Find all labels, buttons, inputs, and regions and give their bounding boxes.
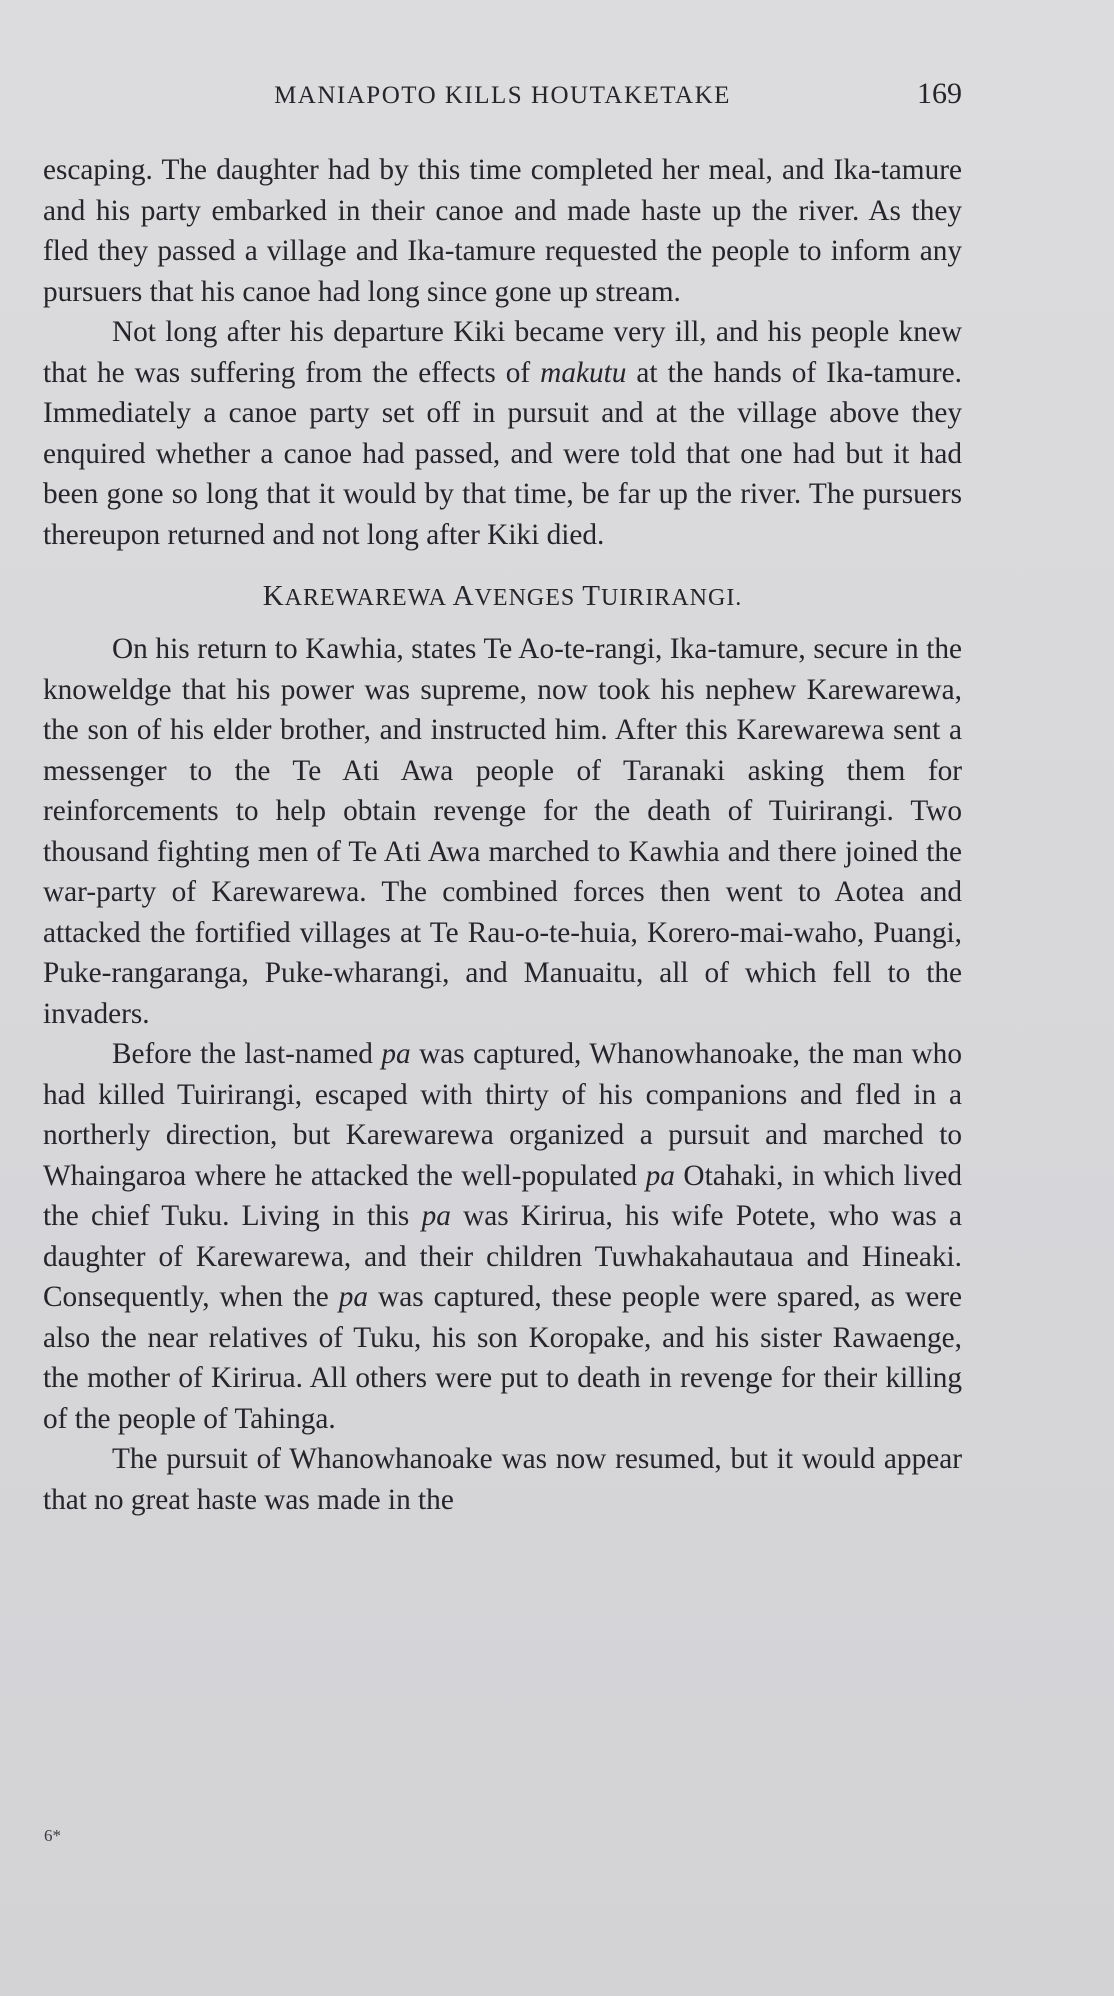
- section-heading: [43, 576, 962, 618]
- term-pa: pa: [338, 1281, 369, 1313]
- section-heading-part: K: [262, 580, 285, 612]
- page-number: 169: [917, 77, 962, 110]
- paragraph-2: [43, 312, 962, 555]
- paragraph-4-part: Before the last-named: [112, 1038, 382, 1070]
- paragraph-2-end: at the hands of Ika-tamure. Immediately a canoe party set off in pursuit and at the village above they enquired whether a canoe had passed, and were told that one had but it had been gone so long that it would by that time, be far up the river. The pursuers thereupon returned and not long after Kiki died.: [43, 356, 962, 551]
- running-head: MANIAPOTO KILLS HOUTAKETAKE: [274, 82, 731, 109]
- term-pa: pa: [381, 1038, 411, 1070]
- paragraph-3: On his return to Kawhia, states Te Ao-te-rangi, Ika-tamure, secure in the knoweldge that his power was supreme, now took his nephew Karewarewa, the son of his elder brother, and instructed him. After this Karewarewa sent a messenger to the Te Ati Awa people of Taranaki asking them for reinforcements to help obtain revenge for the death of Tuirirangi. Two thousand fighting men of Te Ati Awa marched to Kawhia and there joined the war-party of Karewarewa. The combined forces then went to Aotea and attacked the fortified villages at Te Rau-o-te-huia, Korero-mai-waho, Puangi, Puke-rangaranga, Puke-wharangi, and Manuaitu, all of which fell to the invaders.: [43, 633, 962, 1030]
- paragraph-4-part: was Kirirua, his wife Potete, who was a daughter of Karewarewa, and their children Tuwhakahautaua and Hineaki. Consequently, when the: [43, 1200, 962, 1313]
- paragraph-4-part: was captured, Whanowhanoake, the man who had killed Tuirirangi, escaped with thirty of his companions and fled in a northerly direction, but Karewarewa organized a pursuit and marched to Whaingaroa where he attacked the well-populated: [43, 1038, 962, 1192]
- term-makutu: makutu: [540, 356, 627, 389]
- signature-mark: 6*: [44, 1826, 61, 1845]
- body-text: [43, 150, 962, 1520]
- section-heading-part: T: [582, 580, 601, 612]
- paragraph-4-part: was captured, these people were spared, as were also the near relatives of Tuku, his son Koropake, and his sister Rawaenge, the mother of Kirirua. All others were put to death in revenge for their killing of the people of Tahinga.: [43, 1281, 962, 1435]
- paragraph-1: escaping. The daughter had by this time completed her meal, and Ika-tamure and his party embarked in their canoe and made haste up the river. As they fled they passed a village and Ika-tamure requested the people to inform any pursuers that his canoe had long since gone up stream.: [43, 154, 962, 308]
- paragraph-4-part: Otahaki, in which lived the chief Tuku. Living in this: [43, 1159, 962, 1232]
- paragraph-2-start: Not long after his departure Kiki became very ill, and his people knew that he was suffering from the effects of: [43, 316, 962, 389]
- section-heading-part: UIRIRANGI.: [600, 585, 743, 611]
- paragraph-5: The pursuit of Whanowhanoake was now resumed, but it would appear that no great haste was made in the: [43, 1443, 962, 1516]
- section-heading-part: VENGES: [474, 585, 583, 611]
- page-header: [43, 76, 962, 120]
- section-heading-part: AREWAREWA: [284, 585, 453, 611]
- section-heading-part: A: [452, 580, 475, 612]
- term-pa: pa: [645, 1159, 675, 1192]
- paragraph-4: [43, 1034, 962, 1439]
- term-pa: pa: [421, 1200, 451, 1232]
